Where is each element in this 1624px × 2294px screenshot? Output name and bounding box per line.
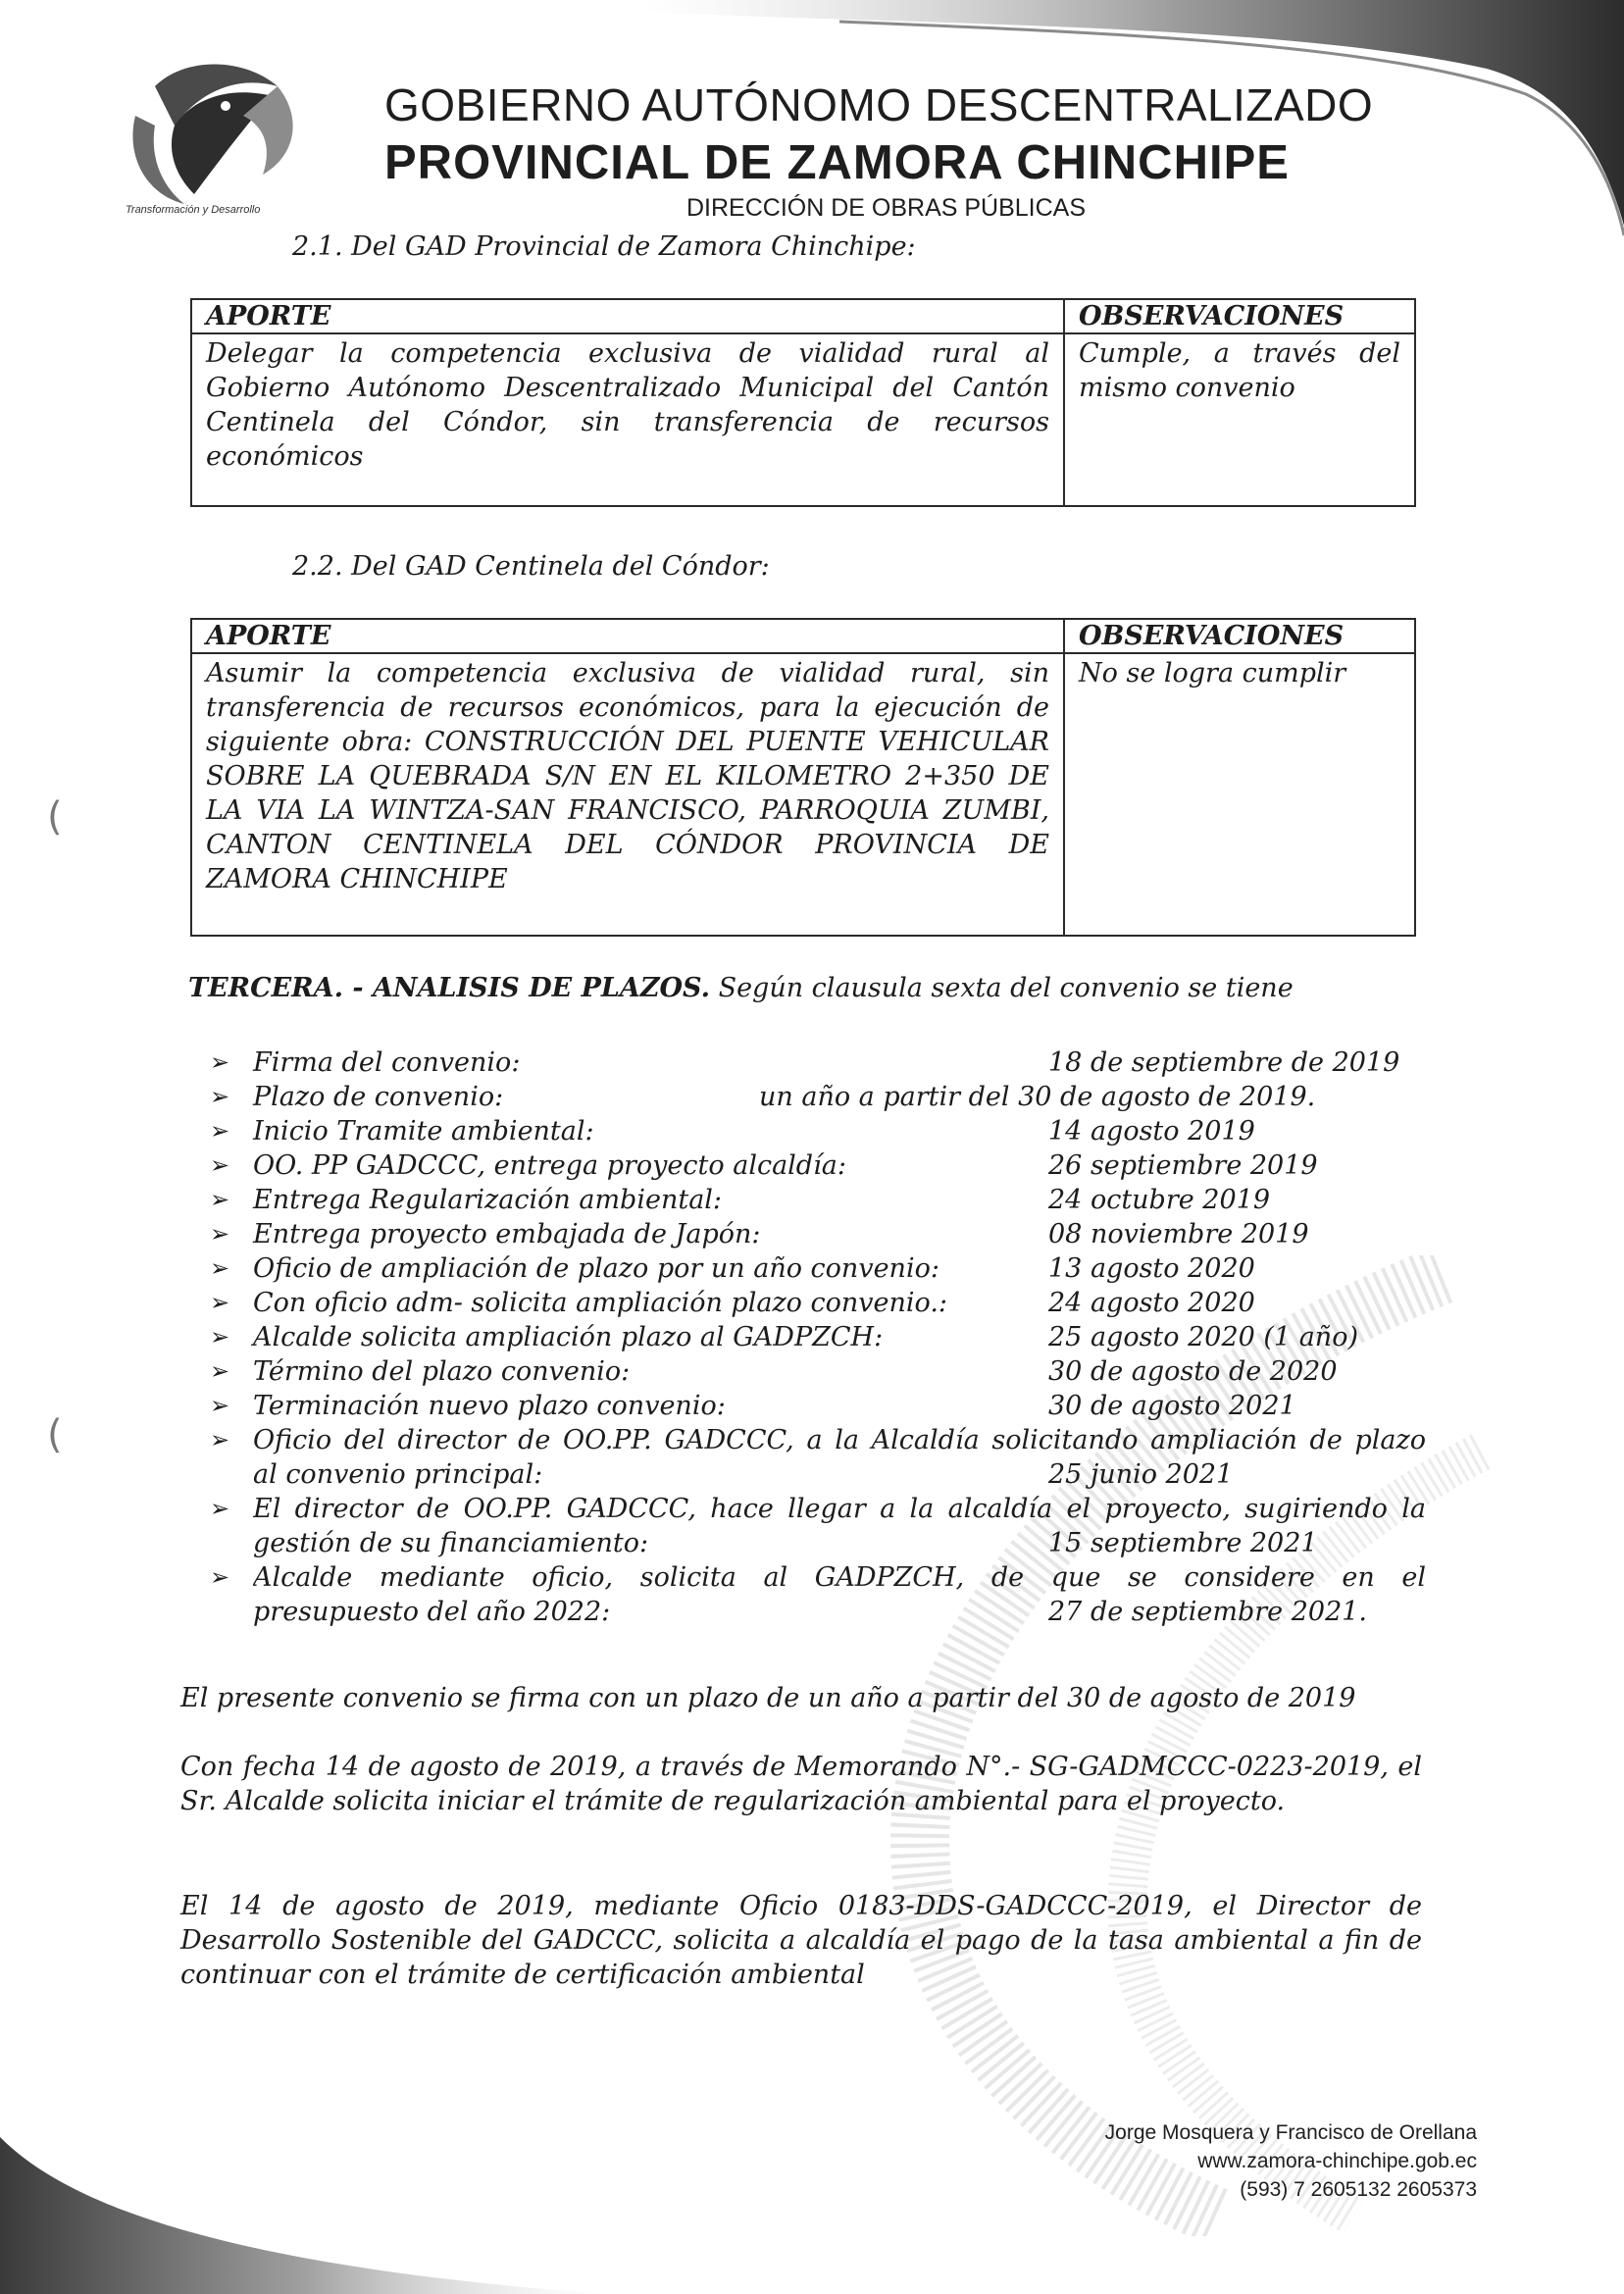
arrow-bullet-icon: ➢ (210, 1048, 230, 1076)
paragraph-oficio: El 14 de agosto de 2019, mediante Oficio 0183-DDS-GADCCC-2019, el Director de Desarrollo Sostenible del GADCCC, solicita a alcaldía el pago de la tasa ambiental a fin de continuar con el trámite de certificación ambiental (180, 1891, 1422, 1990)
header-title-line2: PROVINCIAL DE ZAMORA CHINCHIPE (384, 136, 1290, 189)
aporte-table-centinela (190, 618, 1416, 937)
timeline-date: 14 agosto 2019 (1048, 1116, 1255, 1147)
timeline-label: Inicio Tramite ambiental: (253, 1116, 594, 1147)
timeline-date: 30 de agosto de 2020 (1048, 1356, 1338, 1387)
list-item (210, 1354, 1426, 1389)
timeline-label: Firma del convenio: (253, 1047, 521, 1078)
footer-contact (1105, 2118, 1477, 2204)
list-item (210, 1423, 1426, 1492)
timeline-date: un año a partir del 30 de agosto de 2019. (759, 1082, 1316, 1112)
logo-caption: Transformación y Desarrollo (126, 204, 261, 216)
arrow-bullet-icon: ➢ (210, 1117, 230, 1145)
footer-address: Jorge Mosquera y Francisco de Orellana (1104, 2121, 1477, 2144)
timeline-date: 08 noviembre 2019 (1048, 1219, 1309, 1249)
timeline-label: Término del plazo convenio: (253, 1356, 631, 1387)
list-item (210, 1080, 1426, 1114)
timeline-label: Plazo de convenio: (253, 1082, 504, 1112)
section-2-2-title: 2.2. Del GAD Centinela del Cóndor: (292, 551, 770, 582)
list-item (210, 1389, 1426, 1423)
timeline-label: Entrega proyecto embajada de Japón: (253, 1219, 761, 1249)
aporte-table-provincial (190, 298, 1416, 507)
arrow-bullet-icon: ➢ (210, 1357, 230, 1385)
timeline-label-continued: presupuesto del año 2022: (253, 1597, 611, 1627)
timeline-date: 25 agosto 2020 (1 año) (1048, 1322, 1358, 1352)
timeline-label-continued: gestión de su financiamiento: (253, 1528, 649, 1558)
paragraph-memorando: Con fecha 14 de agosto de 2019, a través de Memorando N°.- SG-GADMCCC-0223-2019, el Sr. Alcalde solicita iniciar el trámite de regularización ambiental para el proyecto. (180, 1752, 1422, 1816)
timeline-date: 24 agosto 2020 (1048, 1288, 1255, 1318)
list-item (210, 1320, 1426, 1354)
timeline-label: Alcalde mediante oficio, solicita al GADPZCH, de que se considere en el (253, 1562, 1426, 1593)
list-item (210, 1148, 1426, 1183)
plazos-timeline (210, 1045, 1426, 1629)
list-item (210, 1183, 1426, 1217)
arrow-bullet-icon: ➢ (210, 1289, 230, 1316)
list-item (210, 1286, 1426, 1320)
observaciones-cell: Cumple, a través del mismo convenio (1064, 333, 1415, 506)
aporte-cell: Delegar la competencia exclusiva de vialidad rural al Gobierno Autónomo Descentralizado Municipal del Cantón Centinela del Cóndor, sin transferencia de recursos económicos (191, 333, 1064, 506)
list-item (210, 1217, 1426, 1251)
timeline-label: Oficio del director de OO.PP. GADCCC, a la Alcaldía solicitando ampliación de plazo (253, 1425, 1426, 1455)
list-item (210, 1045, 1426, 1080)
arrow-bullet-icon: ➢ (210, 1495, 230, 1522)
tercera-intro: Según clausula sexta del convenio se tiene (709, 973, 1294, 1003)
timeline-label: Con oficio adm- solicita ampliación plazo convenio.: (253, 1288, 947, 1318)
header-title-line1: GOBIERNO AUTÓNOMO DESCENTRALIZADO (384, 79, 1374, 130)
tercera-title: TERCERA. - ANALISIS DE PLAZOS. (188, 973, 710, 1003)
arrow-bullet-icon: ➢ (210, 1083, 230, 1110)
timeline-date: 24 octubre 2019 (1048, 1185, 1271, 1215)
observaciones-header: OBSERVACIONES (1064, 619, 1415, 653)
footer-swoosh-decoration (0, 2098, 608, 2294)
timeline-date: 30 de agosto 2021 (1048, 1391, 1296, 1421)
aporte-header: APORTE (191, 619, 1064, 653)
section-2-1-title: 2.1. Del GAD Provincial de Zamora Chinchipe: (292, 231, 916, 262)
aporte-cell: Asumir la competencia exclusiva de vialidad rural, sin transferencia de recursos económicos, para la ejecución de siguiente obra: CONSTRUCCIÓN DEL PUENTE VEHICULAR SOBRE LA QUEBRADA S/N EN EL KILOMETRO 2+350 DE LA VIA LA WINTZA-SAN FRANCISCO, PARROQUIA ZUMBI, CANTON CENTINELA DEL CÓNDOR PROVINCIA DE ZAMORA CHINCHIPE (191, 653, 1064, 936)
footer-website: www.zamora-chinchipe.gob.ec (1197, 2150, 1477, 2172)
arrow-bullet-icon: ➢ (210, 1254, 230, 1282)
timeline-label: OO. PP GADCCC, entrega proyecto alcaldía: (253, 1150, 846, 1181)
scan-margin-mark: ( (47, 794, 63, 840)
timeline-date: 15 septiembre 2021 (1048, 1528, 1318, 1558)
scan-margin-mark: ( (47, 1412, 63, 1457)
timeline-label: Terminación nuevo plazo convenio: (253, 1391, 726, 1421)
arrow-bullet-icon: ➢ (210, 1220, 230, 1248)
list-item (210, 1114, 1426, 1148)
observaciones-cell: No se logra cumplir (1064, 653, 1415, 936)
timeline-date: 26 septiembre 2019 (1048, 1150, 1318, 1181)
arrow-bullet-icon: ➢ (210, 1392, 230, 1419)
list-item (210, 1251, 1426, 1286)
list-item (210, 1492, 1426, 1560)
arrow-bullet-icon: ➢ (210, 1323, 230, 1351)
gad-logo (116, 47, 312, 214)
timeline-label: Oficio de ampliación de plazo por un año convenio: (253, 1253, 939, 1284)
arrow-bullet-icon: ➢ (210, 1151, 230, 1179)
timeline-label-continued: al convenio principal: (253, 1459, 543, 1490)
arrow-bullet-icon: ➢ (210, 1426, 230, 1453)
observaciones-header: OBSERVACIONES (1064, 299, 1415, 333)
timeline-date: 13 agosto 2020 (1048, 1253, 1255, 1284)
arrow-bullet-icon: ➢ (210, 1186, 230, 1213)
arrow-bullet-icon: ➢ (210, 1563, 230, 1591)
timeline-label: Alcalde solicita ampliación plazo al GADPZCH: (253, 1322, 884, 1352)
timeline-date: 25 junio 2021 (1048, 1459, 1234, 1490)
tercera-heading (188, 973, 1294, 1003)
header-department: DIRECCIÓN DE OBRAS PÚBLICAS (686, 194, 1087, 222)
paragraph-plazo: El presente convenio se firma con un plazo de un año a partir del 30 de agosto de 2019 (180, 1683, 1356, 1713)
timeline-date: 27 de septiembre 2021. (1048, 1597, 1368, 1627)
aporte-header: APORTE (191, 299, 1064, 333)
list-item (210, 1560, 1426, 1629)
timeline-label: Entrega Regularización ambiental: (253, 1185, 723, 1215)
timeline-date: 18 de septiembre de 2019 (1048, 1047, 1400, 1078)
timeline-label: El director de OO.PP. GADCCC, hace llegar a la alcaldía el proyecto, sugiriendo la (253, 1494, 1426, 1524)
footer-phone: (593) 7 2605132 2605373 (1240, 2178, 1477, 2201)
